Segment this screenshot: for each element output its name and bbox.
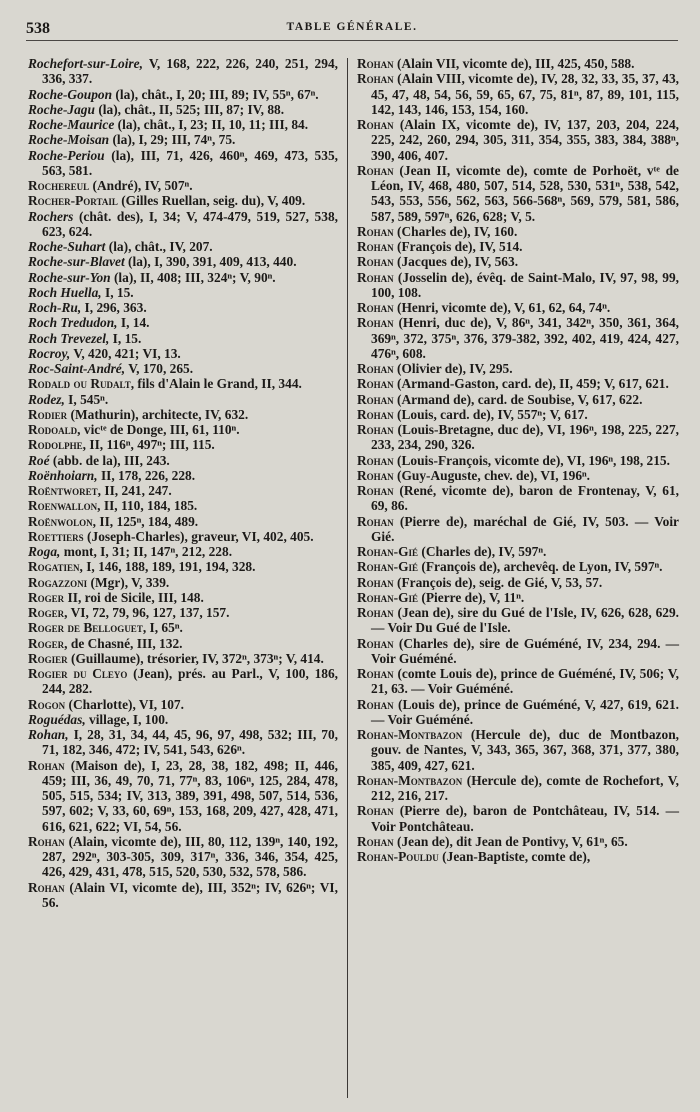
index-entry	[28, 285, 338, 300]
index-entry	[357, 834, 679, 849]
entry-headword: Rodier	[28, 406, 68, 422]
entry-headword: Rogatien,	[28, 559, 83, 575]
index-entry	[28, 651, 338, 666]
right-index-column	[357, 56, 679, 864]
entry-headword: Rohan	[357, 300, 394, 315]
entry-headword: Rodolphe,	[28, 437, 87, 453]
entry-headword: Rohan	[357, 696, 394, 712]
entry-references: I, 296, 363.	[81, 300, 147, 315]
index-entry	[357, 803, 679, 834]
entry-headword: Rohan	[357, 239, 394, 254]
index-entry	[28, 697, 338, 712]
index-entry	[357, 422, 679, 453]
index-entry	[357, 163, 679, 224]
entry-headword: Roger de Belloguet,	[28, 620, 147, 636]
entry-headword: Roënhoiarn,	[28, 467, 98, 483]
entry-references: (Armand de), card. de Soubise, V, 617, 622.	[393, 391, 643, 407]
entry-headword: Rohan	[28, 879, 65, 895]
entry-references: (Jean II, vicomte de), comte de Porhoët, vᵗᵉ de Léon, IV, 468, 480, 507, 514, 528, 530, 531ⁿ, 538, 542, 543, 553, 556, 562, 563, 566-568ⁿ, 569, 579, 581, 586, 587, 589, 597ⁿ, 626, 628; V, 5.	[371, 162, 679, 224]
index-entry	[28, 620, 338, 635]
index-entry	[28, 529, 338, 544]
entry-headword: Rohan	[357, 117, 394, 132]
entry-references: (Alain VI, vicomte de), III, 352ⁿ; IV, 626ⁿ; VI, 56.	[42, 879, 338, 910]
entry-references: village, I, 100.	[85, 711, 169, 727]
entry-references: (la), I, 29; III, 74ⁿ, 75.	[109, 132, 236, 148]
entry-references: (François de), archevêq. de Lyon, IV, 597ⁿ.	[418, 559, 663, 575]
entry-references: roi de Sicile, III, 148.	[81, 589, 204, 605]
entry-headword: Roënwolon,	[28, 513, 97, 529]
index-entry	[357, 71, 679, 117]
entry-references: (Pierre de), V, 11ⁿ.	[418, 589, 525, 605]
running-title: TABLE GÉNÉRALE.	[286, 21, 418, 33]
entry-references: (Armand-Gaston, card. de), II, 459; V, 617, 621.	[393, 376, 669, 392]
entry-headword: Rochereul	[28, 178, 90, 193]
index-entry	[28, 834, 338, 880]
entry-references: V, 170, 265.	[125, 361, 194, 376]
entry-references: I, 14.	[117, 315, 150, 331]
entry-headword: Rogazzoni	[28, 574, 88, 590]
entry-headword: Roche-Goupon	[28, 86, 113, 102]
entry-headword: Roche-Moisan	[28, 132, 110, 148]
left-index-column	[28, 56, 338, 910]
entry-references: (la), chât., IV, 207.	[105, 239, 213, 254]
entry-headword: Rohan	[357, 269, 394, 285]
index-entry	[357, 392, 679, 407]
entry-references: de Chasné, III, 132.	[67, 635, 183, 651]
entry-references: (René, vicomte de), baron de Frontenay, V, 61, 69, 86.	[371, 483, 679, 514]
entry-references: vicᵗᵉ de Donge, III, 61, 110ⁿ.	[80, 422, 240, 437]
index-entry	[28, 87, 338, 102]
index-entry	[28, 102, 338, 117]
index-entry	[357, 300, 679, 315]
index-entry	[357, 849, 679, 864]
index-entry	[28, 178, 338, 193]
entry-references: (Charles de), IV, 160.	[393, 223, 518, 239]
index-entry	[28, 346, 338, 361]
entry-headword: Rohan,	[28, 727, 69, 742]
entry-references: (André), IV, 507ⁿ.	[89, 178, 193, 193]
entry-headword: Rohan	[357, 666, 394, 681]
entry-headword: Rodoald,	[28, 422, 81, 437]
entry-headword: Roche-sur-Yon	[28, 269, 111, 285]
entry-headword: Rohan	[28, 757, 65, 773]
entry-headword: Roche-Suhart	[28, 239, 106, 254]
index-entry	[357, 773, 679, 804]
entry-headword: Rohan	[357, 361, 394, 376]
entry-references: (Alain, vicomte de), III, 80, 112, 139ⁿ, 140, 192, 287, 292ⁿ, 303-305, 309, 317ⁿ, 336, 346, 354, 425, 426, 429, 431, 478, 515, 520, 530, 532, 578, 586.	[42, 833, 338, 880]
index-entry	[357, 636, 679, 667]
index-entry	[28, 514, 338, 529]
entry-headword: Rohan	[357, 483, 394, 498]
entry-references: II, 125ⁿ, 184, 489.	[96, 513, 199, 529]
entry-references: (Maison de), I, 23, 28, 38, 182, 498; II, 446, 459; III, 36, 49, 70, 71, 77ⁿ, 83, 106ⁿ, 125, 284, 478, 505, 515, 534; IV, 313, 389, 391, 498, 507, 514, 536, 597, 602; V, 33, 60, 69ⁿ, 153, 168, 209, 427, 428, 471, 616, 621, 622; VI, 54, 56.	[42, 757, 338, 834]
entry-references: I, 28, 31, 34, 44, 45, 96, 97, 498, 532; III, 70, 71, 182, 346, 472; IV, 541, 543, 626ⁿ.	[42, 727, 338, 758]
entry-references: (la), II, 408; III, 324ⁿ; V, 90ⁿ.	[110, 269, 276, 285]
entry-headword: Rohan	[357, 467, 394, 483]
entry-headword: Rochefort-sur-Loire,	[28, 56, 143, 71]
entry-headword: Roch Tredudon,	[28, 315, 118, 331]
entry-references: (Jean-Baptiste, comte de),	[438, 849, 591, 864]
entry-references: I, 545ⁿ.	[64, 391, 109, 407]
entry-headword: Rochers	[28, 208, 74, 224]
entry-headword: Rohan	[357, 315, 394, 331]
entry-headword: Rohan	[357, 254, 394, 270]
entry-references: (Jean de), sire du Gué de l'Isle, IV, 626, 628, 629. — Voir Du Gué de l'Isle.	[371, 605, 679, 636]
index-entry	[28, 590, 338, 605]
index-entry	[28, 361, 338, 376]
entry-references: II, 241, 247.	[101, 483, 172, 498]
index-entry	[28, 376, 338, 391]
index-entry	[28, 422, 338, 437]
index-entry	[357, 376, 679, 391]
index-entry	[357, 575, 679, 590]
entry-headword: Roettiers	[28, 528, 84, 544]
entry-references: (Jean de), dit Jean de Pontivy, V, 61ⁿ, 65.	[393, 833, 628, 849]
index-entry	[28, 468, 338, 483]
index-entry	[28, 132, 338, 147]
entry-references: (Louis-Bretagne, duc de), VI, 196ⁿ, 198, 225, 227, 233, 234, 290, 326.	[371, 422, 679, 453]
entry-headword: Rohan-Gié	[357, 559, 419, 575]
entry-headword: Roger,	[28, 635, 68, 651]
entry-references: (Alain IX, vicomte de), IV, 137, 203, 204, 224, 225, 242, 260, 294, 305, 311, 354, 355, 383, 384, 388ⁿ, 390, 406, 407.	[371, 117, 679, 163]
index-entry	[357, 117, 679, 163]
entry-headword: Roche-Maurice	[28, 117, 115, 132]
index-entry	[28, 483, 338, 498]
index-entry	[28, 636, 338, 651]
entry-headword: Roenwallon,	[28, 498, 101, 514]
index-entry	[357, 483, 679, 514]
index-entry	[357, 697, 679, 728]
index-entry	[28, 148, 338, 179]
entry-headword: Roëntworet,	[28, 483, 102, 498]
entry-references: (Mgr), V, 339.	[87, 574, 170, 590]
entry-headword: Rohan	[357, 71, 394, 87]
entry-references: (Henri, duc de), V, 86ⁿ, 341, 342ⁿ, 350, 361, 364, 369ⁿ, 372, 375ⁿ, 376, 379-382, 392, 402, 419, 424, 427, 476ⁿ, 608.	[371, 315, 679, 361]
index-entry	[28, 712, 338, 727]
entry-references: (François de), IV, 514.	[393, 239, 523, 254]
entry-references: (Pierre de), maréchal de Gié, IV, 503. — Voir Gié.	[371, 513, 679, 544]
entry-references: V, 420, 421; VI, 13.	[70, 345, 181, 361]
entry-headword: Rohan	[357, 574, 394, 590]
index-entry	[28, 559, 338, 574]
index-entry	[357, 468, 679, 483]
entry-headword: Rohan	[357, 406, 394, 422]
index-entry	[28, 758, 338, 834]
entry-headword: Rohan	[357, 803, 394, 819]
entry-references: (Hercule de), comte de Rochefort, V, 212, 216, 217.	[371, 772, 679, 803]
index-entry	[357, 514, 679, 545]
index-entry	[28, 315, 338, 330]
entry-references: II, 178, 226, 228.	[97, 467, 196, 483]
entry-headword: Rohan-Gié	[357, 589, 419, 605]
index-entry	[28, 300, 338, 315]
entry-references: I, 146, 188, 189, 191, 194, 328.	[82, 559, 256, 575]
index-entry	[28, 727, 338, 758]
index-entry	[357, 605, 679, 636]
index-entry	[28, 407, 338, 422]
entry-headword: Rogier du Cleyo	[28, 666, 128, 681]
entry-references: mont, I, 31; II, 147ⁿ, 212, 228.	[60, 544, 233, 559]
entry-headword: Rohan	[357, 376, 394, 392]
entry-references: (Hercule de), duc de Montbazon, gouv. de Nantes, V, 343, 365, 367, 368, 371, 377, 380, 385, 409, 427, 621.	[371, 727, 679, 773]
entry-references: VI, 72, 79, 96, 127, 137, 157.	[67, 605, 230, 620]
index-entry	[357, 666, 679, 697]
entry-headword: Rohan	[357, 422, 394, 437]
entry-references: (la), III, 71, 426, 460ⁿ, 469, 473, 535, 563, 581.	[42, 147, 338, 178]
entry-headword: Rohan	[357, 391, 394, 407]
entry-references: (abb. de la), III, 243.	[49, 452, 170, 468]
entry-headword: Roch Huella,	[28, 284, 102, 300]
entry-references: (Josselin de), évêq. de Saint-Malo, IV, 97, 98, 99, 100, 108.	[371, 269, 679, 300]
index-entry	[357, 590, 679, 605]
entry-references: (Olivier de), IV, 295.	[393, 361, 513, 376]
entry-references: (Jean), prés. au Parl., V, 100, 186, 244, 282.	[42, 666, 338, 697]
entry-headword: Rohan	[28, 833, 65, 849]
index-entry	[28, 498, 338, 513]
entry-headword: Rogon	[28, 696, 66, 712]
index-entry	[357, 315, 679, 361]
index-entry	[28, 605, 338, 620]
page-header	[26, 10, 678, 41]
entry-references: (Louis de), prince de Guéméné, V, 427, 619, 621. — Voir Guéméné.	[371, 696, 679, 727]
entry-references: (Gilles Ruellan, seig. du), V, 409.	[117, 193, 306, 209]
column-divider	[347, 58, 348, 1098]
entry-references: (Alain VIII, vicomte de), IV, 28, 32, 33, 35, 37, 43, 45, 47, 48, 54, 56, 59, 65, 67, 75, 81ⁿ, 87, 89, 101, 115, 142, 143, 146, 153, 154, 160.	[371, 71, 679, 117]
page-number: 538	[26, 20, 50, 37]
index-entry	[357, 254, 679, 269]
entry-headword: Rohan	[357, 452, 394, 468]
index-entry	[28, 392, 338, 407]
entry-references: (la), chât., II, 525; III, 87; IV, 88.	[94, 101, 285, 117]
entry-references: V, 168, 222, 226, 240, 251, 294, 336, 337.	[42, 56, 338, 87]
index-entry	[28, 209, 338, 240]
entry-references: (comte Louis de), prince de Guéméné, IV, 506; V, 21, 63. — Voir Guéméné.	[371, 666, 679, 697]
entry-headword: Roc-Saint-André,	[28, 361, 126, 376]
index-entry	[28, 117, 338, 132]
entry-references: II, 110, 184, 185.	[100, 498, 198, 514]
index-entry	[357, 727, 679, 773]
index-entry	[357, 453, 679, 468]
index-entry	[357, 559, 679, 574]
index-entry	[357, 544, 679, 559]
entry-headword: Roé	[28, 452, 50, 468]
entry-headword: Rohan	[357, 635, 394, 651]
entry-headword: Roche-Periou	[28, 147, 105, 163]
index-entry	[28, 453, 338, 468]
entry-references: II, 116ⁿ, 497ⁿ; III, 115.	[86, 437, 215, 453]
entry-headword: Rohan	[357, 833, 394, 849]
entry-headword: Rogier	[28, 650, 68, 666]
entry-headword: Roga,	[28, 544, 61, 559]
index-entry	[28, 880, 338, 911]
entry-references: I, 15.	[101, 284, 134, 300]
entry-headword: Rodald ou Rudalt,	[28, 376, 135, 392]
entry-headword: Rohan	[357, 223, 394, 239]
entry-references: (Charlotte), VI, 107.	[65, 696, 184, 712]
entry-references: (la), chât., I, 23; II, 10, 11; III, 84.	[114, 117, 309, 132]
index-entry	[357, 56, 679, 71]
entry-references: (Jacques de), IV, 563.	[393, 254, 519, 270]
entry-headword: Rocroy,	[28, 345, 71, 361]
index-entry	[357, 239, 679, 254]
index-entry	[28, 437, 338, 452]
index-entry	[28, 575, 338, 590]
entry-references: (Henri, vicomte de), V, 61, 62, 64, 74ⁿ.	[393, 300, 611, 315]
index-entry	[28, 331, 338, 346]
entry-references: (Charles de), sire de Guéméné, IV, 234, 294. — Voir Guéméné.	[371, 635, 679, 666]
entry-headword: Rohan-Pouldu	[357, 849, 439, 864]
index-entry	[28, 56, 338, 87]
index-entry	[28, 666, 338, 697]
entry-references: (Louis-François, vicomte de), VI, 196ⁿ, 198, 215.	[393, 452, 670, 468]
entry-references: (Guillaume), trésorier, IV, 372ⁿ, 373ⁿ; V, 414.	[67, 650, 324, 666]
entry-references: (Charles de), IV, 597ⁿ.	[418, 544, 547, 559]
entry-headword: Rohan	[357, 605, 394, 620]
entry-headword: Rohan	[357, 513, 394, 529]
index-entry	[357, 270, 679, 301]
entry-references: (François de), seig. de Gié, V, 53, 57.	[393, 574, 603, 590]
entry-headword: Roch-Ru,	[28, 300, 82, 315]
entry-references: (la), I, 390, 391, 409, 413, 440.	[124, 254, 297, 270]
entry-headword: Roger,	[28, 605, 68, 620]
entry-references: I, 65ⁿ.	[146, 620, 183, 636]
index-entry	[357, 407, 679, 422]
entry-references: (Guy-Auguste, chev. de), VI, 196ⁿ.	[393, 467, 591, 483]
entry-headword: Rohan	[357, 162, 394, 178]
entry-headword: Rocher-Portail	[28, 193, 118, 209]
entry-references: fils d'Alain le Grand, II, 344.	[134, 376, 302, 392]
entry-references: I, 15.	[109, 330, 142, 346]
entry-references: (Alain VII, vicomte de), III, 425, 450, 588.	[393, 56, 635, 71]
index-entry	[28, 239, 338, 254]
entry-references: (Joseph-Charles), graveur, VI, 402, 405.	[83, 528, 314, 544]
entry-headword: Rodez,	[28, 391, 65, 407]
entry-headword: Roche-sur-Blavet	[28, 254, 125, 270]
entry-headword: Rohan	[357, 56, 394, 71]
entry-headword: Rohan-Montbazon	[357, 727, 463, 742]
entry-references: (Mathurin), architecte, IV, 632.	[67, 406, 249, 422]
entry-references: (la), chât., I, 20; III, 89; IV, 55ⁿ, 67ⁿ.	[112, 86, 319, 102]
entry-headword: Rohan-Montbazon	[357, 772, 463, 788]
index-entry	[28, 544, 338, 559]
entry-references: (Pierre de), baron de Pontchâteau, IV, 514. — Voir Pontchâteau.	[371, 803, 679, 834]
entry-headword: Roche-Jagu	[28, 101, 95, 117]
entry-references: (chât. des), I, 34; V, 474-479, 519, 527, 538, 623, 624.	[42, 208, 338, 239]
index-entry	[28, 193, 338, 208]
index-entry	[28, 270, 338, 285]
entry-headword: Roger II,	[28, 589, 82, 605]
index-entry	[28, 254, 338, 269]
index-entry	[357, 224, 679, 239]
entry-references: (Louis, card. de), IV, 557ⁿ; V, 617.	[393, 406, 588, 422]
entry-headword: Roguédas,	[28, 711, 86, 727]
index-entry	[357, 361, 679, 376]
entry-headword: Roch Trevezel,	[28, 330, 110, 346]
entry-headword: Rohan-Gié	[357, 544, 419, 559]
